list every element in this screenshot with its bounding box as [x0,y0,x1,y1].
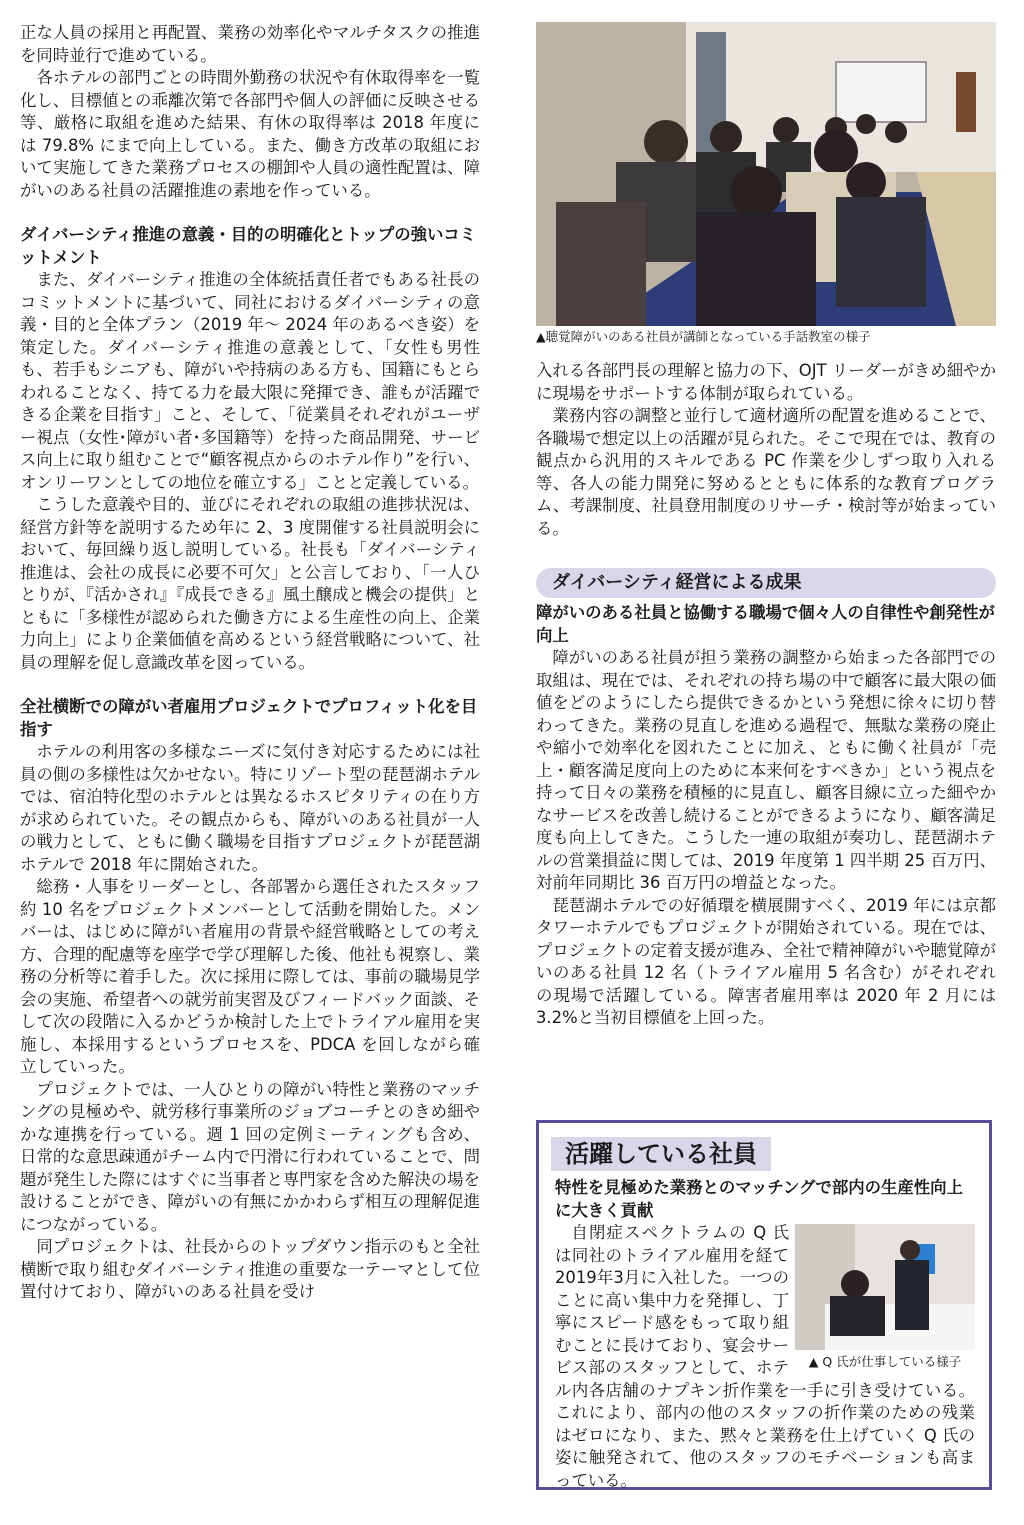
subheading-results: 障がいのある社員と協働する職場で個々人の自律性や創発性が向上 [536,603,995,645]
right-column [536,22,996,1030]
photo-caption: ▲聴覚障がいのある社員が講師となっている手話教室の様子 [536,329,871,344]
sign-language-class-photo [536,22,996,326]
subheading-commitment: ダイバーシティ推進の意義・目的の明確化とトップの強いコミットメント [20,225,477,267]
paragraph: ホテルの利用客の多様なニーズに気付き対応するためには社員の側の多様性は欠かせない。特にリゾート型の琵琶湖ホテルでは、宿泊特化型のホテルとは異なるホスピタリティの在り方が求められていた。その観点からも、障がいのある社員が一人の戦力として、ともに働く職場を目指すプロジェクトが琵琶湖ホテルで 2018 年に開始された。 [20,742,480,874]
section-title-results: ダイバーシティ経営による成果 [536,568,996,598]
paragraph: 各ホテルの部門ごとの時間外勤務の状況や有休取得率を一覧化し、目標値との乖離次第で各部門や個人の評価に反映させる等、厳格に取組を進めた結果、有休の取得率は 2018 年度には 79.8% にまで向上している。また、働き方改革の取組において実施してきた業務プロセスの棚卸や人員の適性配置は、障がいのある社員の活躍推進の素地を作っている。 [20,68,480,200]
box-photo-caption: ▲ Q 氏が仕事している様子 [808,1354,962,1369]
paragraph: 業務内容の調整と並行して適材適所の配置を進めることで、各職場で想定以上の活躍が見られた。そこで現在では、教育の観点から汎用的スキルである PC 作業を少しずつ取り入れる等、各人の能力開発に努めるとともに体系的な教育プログラム、考課制度、社員登用制度のリサーチ・検討等が始まっている。 [536,406,996,538]
box-heading: 特性を見極めた業務とのマッチングで部内の生産性向上に大きく貢献 [555,1178,963,1220]
featured-employee-box [536,1120,992,1490]
paragraph: 琵琶湖ホテルでの好循環を横展開すべく、2019 年には京都タワーホテルでもプロジェクトが開始されている。現在では、プロジェクトの定着支援が進み、全社で精神障がいや聴覚障がいのある社員 12 名（トライアル雇用 5 名含む）がそれぞれの現場で活躍している。障害者雇用率は 2020 年 2 月には 3.2%と当初目標値を上回った。 [536,895,996,1027]
paragraph: 入れる各部門長の理解と協力の下、OJT リーダーがきめ細やかに現場をサポートする体制が取られている。 [536,361,996,403]
box-body [555,1222,975,1492]
subheading-project: 全社横断での障がい者雇用プロジェクトでプロフィット化を目指す [20,697,478,739]
paragraph: プロジェクトでは、一人ひとりの障がい特性と業務のマッチングの見極めや、就労移行事業所のジョブコーチとのきめ細やかな連携を行っている。週 1 回の定例ミーティングも含め、日常的な意思疎通がチーム内で円滑に行われていることで、問題が発生した際にはすぐに当事者と専門家を含めた解決の場を設けることができ、障がいの有無にかかわらず相互の理解促進につながっている。 [20,1079,480,1234]
paragraph: また、ダイバーシティ推進の全体統括責任者でもある社長のコミットメントに基づいて、同社におけるダイバーシティの意義・目的と全体プラン（2019 年～ 2024 年のあるべき姿）を策定した。ダイバーシティ推進の意義として、「女性も男性も、若手もシニアも、障がいや持病のある方も、国籍にもとらわれることなく、持てる力を最大限に発揮でき、誰もが活躍できる企業を目指す」こと、そして、「従業員それぞれがユーザー視点（女性･障がい者･多国籍等）を持った商品開発、サービス向上に取り組むことで“顧客視点からのホテル作り”を行い、オンリーワンとしての地位を確立する」ことと定義している。 [20,270,480,492]
paragraph: こうした意義や目的、並びにそれぞれの取組の進捗状況は、経営方針等を説明するため年に 2、3 度開催する社員説明会において、毎回繰り返し説明している。社長も「ダイバーシティ推進は、会社の成長に必要不可欠」と公言しており、「一人ひとりが、『活かされ』『成長できる』風土醸成と機会の提供」とともに「多様性が認められた働き方による生産性の向上、企業力向上」により企業価値を高めるという経営戦略について、社員の理解を促し意識改革を図っている。 [20,495,480,672]
box-title: 活躍している社員 [551,1137,771,1171]
paragraph: 同プロジェクトは、社長からのトップダウン指示のもと全社横断で取り組むダイバーシティ推進の重要な一テーマとして位置付けており、障がいのある社員を受け [20,1237,480,1301]
box-paragraph: 自閉症スペクトラムの Q 氏は同社のトライアル雇用を経て2019年3月に入社した。一つのことに高い集中力を発揮し、丁寧にスピード感をもって取り組むことに長けており、宴会サービス部のスタッフとして、ホテル内各店舗のナプキン折作業を一手に引き受けている。これにより、部内の他のスタッフの折作業のための残業はゼロになり、また、黙々と業務を仕上げていく Q 氏の姿に触発されて、他のスタッフのモチベーションも高まっている。 [555,1223,975,1490]
paragraph: 正な人員の採用と再配置、業務の効率化やマルチタスクの推進を同時並行で進めている。 [20,23,480,65]
paragraph: 総務・人事をリーダーとし、各部署から選任されたスタッフ約 10 名をプロジェクトメンバーとして活動を開始した。メンバーは、はじめに障がい者雇用の背景や経営戦略としての考え方、合理的配慮等を座学で学び理解した後、他社も視察し、業務の分析等に着手した。次に採用に際しては、事前の職場見学会の実施、希望者への就労前実習及びフィードバック面談、そして次の段階に入るかどうか検討した上でトライアル雇用を実施し、本採用するというプロセスを、PDCA を回しながら確立していった。 [20,877,480,1076]
paragraph: 障がいのある社員が担う業務の調整から始まった各部門での取組は、現在では、それぞれの持ち場の中で顧客に最大限の価値をどのようにしたら提供できるかという発想に徐々に切り替わってきた。業務の見直しを進める過程で、無駄な業務の廃止や縮小で効率化を図れたことに加え、ともに働く社員が「売上・顧客満足度向上のために本来何をすべきか」という視点を持って日々の業務を積極的に見直し、顧客目線に立った細やかなサービスを改善し続けることができるようになり、顧客満足度も向上してきた。こうした一連の取組が奏功し、琵琶湖ホテルの営業損益に関しては、2019 年度第 1 四半期 25 百万円、対前年同期比 36 百万円の増益となった。 [536,648,996,892]
employee-at-work-photo [795,1224,975,1350]
left-column [20,22,480,1304]
